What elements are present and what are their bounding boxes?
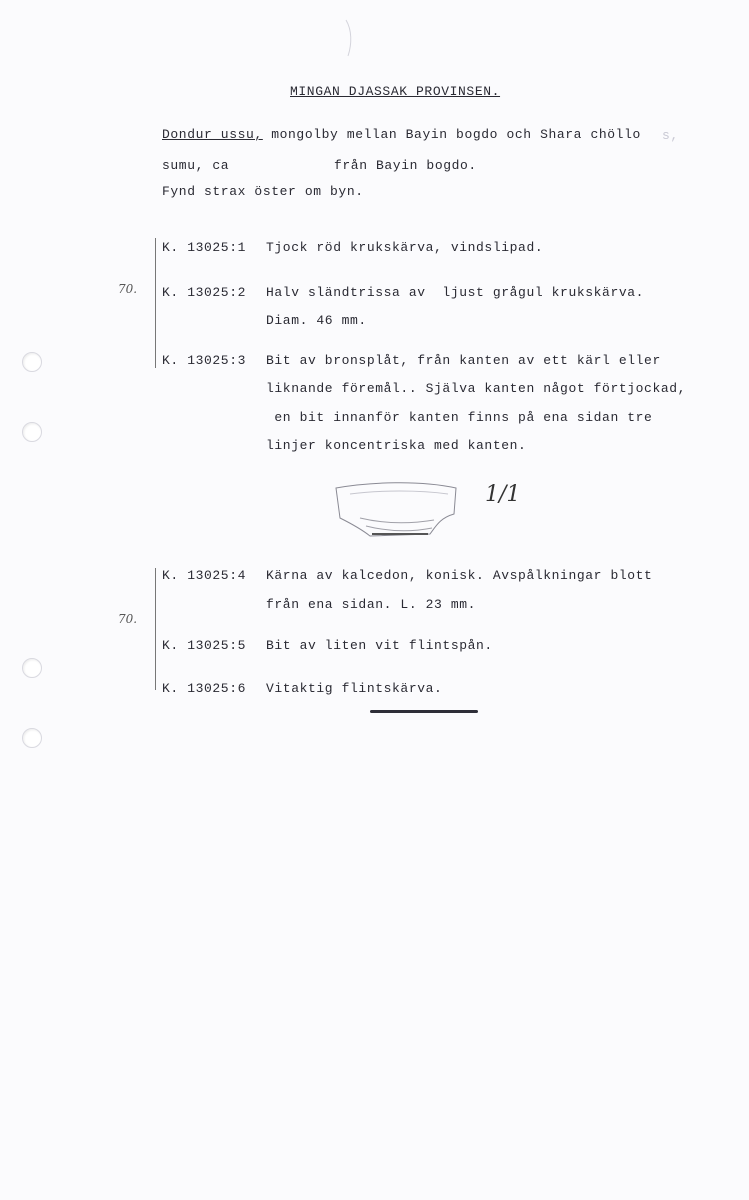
bronze-fragment-sketch (330, 478, 470, 550)
document-title: MINGAN DJASSAK PROVINSEN. (290, 84, 501, 99)
intro-line-1 (162, 127, 641, 142)
entry-text: Kärna av kalcedon, konisk. Avspålkningar blott (266, 568, 653, 583)
entry-id: K. 13025:1 (162, 240, 247, 255)
margin-note: 70. (118, 282, 138, 296)
entry-text: Bit av liten vit flintspån. (266, 638, 493, 653)
entry-text: linjer koncentriska med kanten. (266, 438, 527, 453)
intro-line-3: Fynd strax öster om byn. (162, 184, 364, 199)
paper-crease-mark (340, 18, 360, 58)
entry-text: Diam. 46 mm. (266, 313, 367, 328)
entry-text: liknande föremål.. Själva kanten något förtjockad, (266, 381, 687, 396)
binder-hole (22, 352, 42, 372)
entry-text: en bit innanför kanten finns på ena sidan tre (266, 410, 653, 425)
place-name: Dondur ussu, (162, 127, 263, 142)
margin-bracket (155, 568, 156, 690)
faint-overflow-text: s, (662, 128, 679, 143)
entry-text: Halv sländtrissa av ljust grågul krukskärva. (266, 285, 645, 300)
entry-id: K. 13025:6 (162, 681, 247, 696)
binder-hole (22, 728, 42, 748)
entry-id: K. 13025:3 (162, 353, 247, 368)
intro-line-2b: från Bayin bogdo. (334, 158, 477, 173)
entry-id: K. 13025:4 (162, 568, 247, 583)
entry-text: Bit av bronsplåt, från kanten av ett kärl eller (266, 353, 661, 368)
sketch-scale-note: 1/1 (485, 482, 521, 507)
margin-note: 70. (118, 612, 138, 626)
binder-hole (22, 422, 42, 442)
entry-id: K. 13025:5 (162, 638, 247, 653)
margin-bracket (155, 238, 156, 368)
entry-text: Tjock röd krukskärva, vindslipad. (266, 240, 544, 255)
intro-line-2a: sumu, ca (162, 158, 230, 173)
intro-line-1-rest: mongolby mellan Bayin bogdo och Shara chöllo (262, 127, 641, 142)
entry-text: Vitaktig flintskärva. (266, 681, 443, 696)
entry-text: från ena sidan. L. 23 mm. (266, 597, 477, 612)
closing-rule (370, 710, 478, 713)
binder-hole (22, 658, 42, 678)
entry-id: K. 13025:2 (162, 285, 247, 300)
